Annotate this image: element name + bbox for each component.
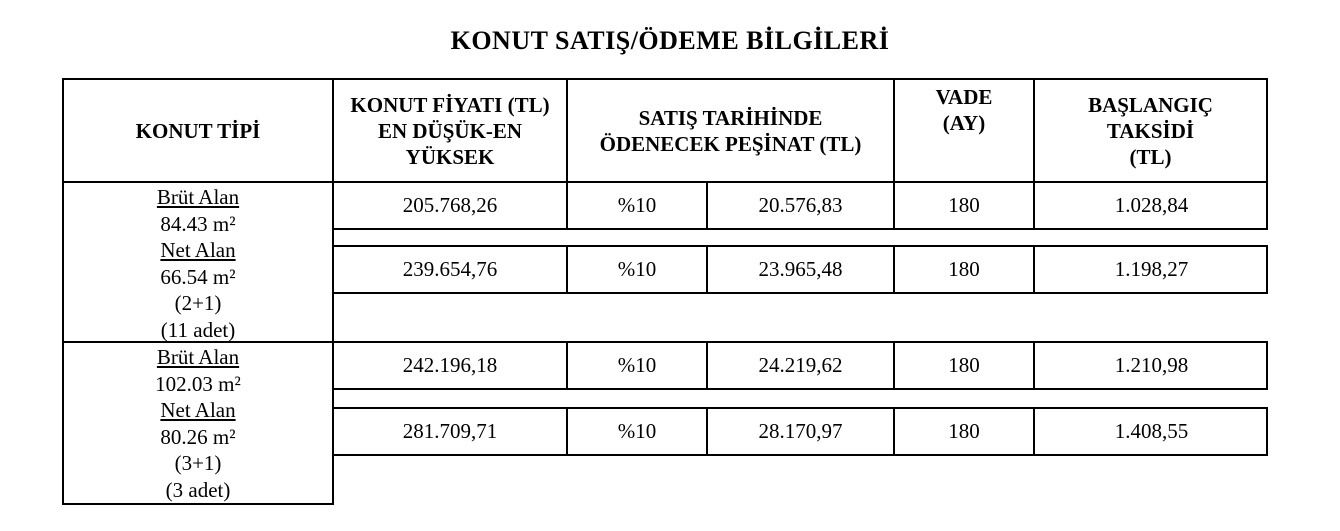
table-cell-oran: %10 <box>617 257 657 281</box>
table-cell-taksit: 1.210,98 <box>1114 353 1189 377</box>
table-cell-pesinat: 23.965,48 <box>758 257 843 281</box>
table-cell-taksit: 1.408,55 <box>1114 419 1189 443</box>
header-taksit-line: BAŞLANGIÇ <box>1088 92 1213 117</box>
table-cell-vade: 180 <box>948 257 980 281</box>
brut-alan-value: 102.03 m² <box>155 371 241 396</box>
table-cell-fiyat: 281.709,71 <box>402 419 498 443</box>
header-taksit-line: (TL) <box>1129 144 1172 169</box>
table-cell-pesinat: 20.576,83 <box>758 193 843 217</box>
unit-count: (3 adet) <box>165 477 231 502</box>
table-cell-fiyat: 239.654,76 <box>402 257 498 281</box>
brut-alan-value: 84.43 m² <box>160 211 236 236</box>
net-alan-label: Net Alan <box>160 398 236 422</box>
table-cell-taksit: 1.028,84 <box>1114 193 1189 217</box>
header-vade-line: VADE <box>935 85 993 109</box>
header-fiyat-line: EN DÜŞÜK-EN <box>377 118 523 143</box>
header-vade <box>895 80 1033 140</box>
table-cell-fiyat: 242.196,18 <box>402 353 498 377</box>
unit-count: (11 adet) <box>160 317 236 342</box>
header-taksit <box>1035 80 1266 181</box>
header-konut-tipi: KONUT TİPİ <box>135 118 261 143</box>
net-alan-value: 66.54 m² <box>160 264 236 289</box>
table-cell-fiyat: 205.768,26 <box>402 193 498 217</box>
header-pesinat-line: SATIŞ TARİHİNDE <box>638 105 823 130</box>
header-fiyat <box>334 80 566 181</box>
table-cell-oran: %10 <box>617 193 657 217</box>
room-config: (2+1) <box>174 291 222 315</box>
table-cell-oran: %10 <box>617 353 657 377</box>
table-cell-vade: 180 <box>948 419 980 443</box>
net-alan-label: Net Alan <box>160 238 236 262</box>
header-vade-line: (AY) <box>942 111 986 135</box>
header-pesinat <box>568 80 893 181</box>
brut-alan-label: Brüt Alan <box>156 185 240 209</box>
brut-alan-label: Brüt Alan <box>156 345 240 369</box>
konut-tipi-1 <box>64 184 332 343</box>
header-fiyat-line: YÜKSEK <box>405 144 495 169</box>
page-title: KONUT SATIŞ/ÖDEME BİLGİLERİ <box>450 26 890 55</box>
header-pesinat-line: ÖDENECEK PEŞİNAT (TL) <box>599 131 862 156</box>
room-config: (3+1) <box>174 451 222 475</box>
table-cell-oran: %10 <box>617 419 657 443</box>
konut-tipi-2 <box>64 344 332 503</box>
table-cell-vade: 180 <box>948 353 980 377</box>
header-taksit-line: TAKSİDİ <box>1106 118 1195 143</box>
table-cell-pesinat: 24.219,62 <box>758 353 843 377</box>
net-alan-value: 80.26 m² <box>160 424 236 449</box>
table-cell-vade: 180 <box>948 193 980 217</box>
header-fiyat-line: KONUT FİYATI (TL) <box>350 92 550 117</box>
table-cell-pesinat: 28.170,97 <box>758 419 843 443</box>
table-cell-taksit: 1.198,27 <box>1114 257 1189 281</box>
